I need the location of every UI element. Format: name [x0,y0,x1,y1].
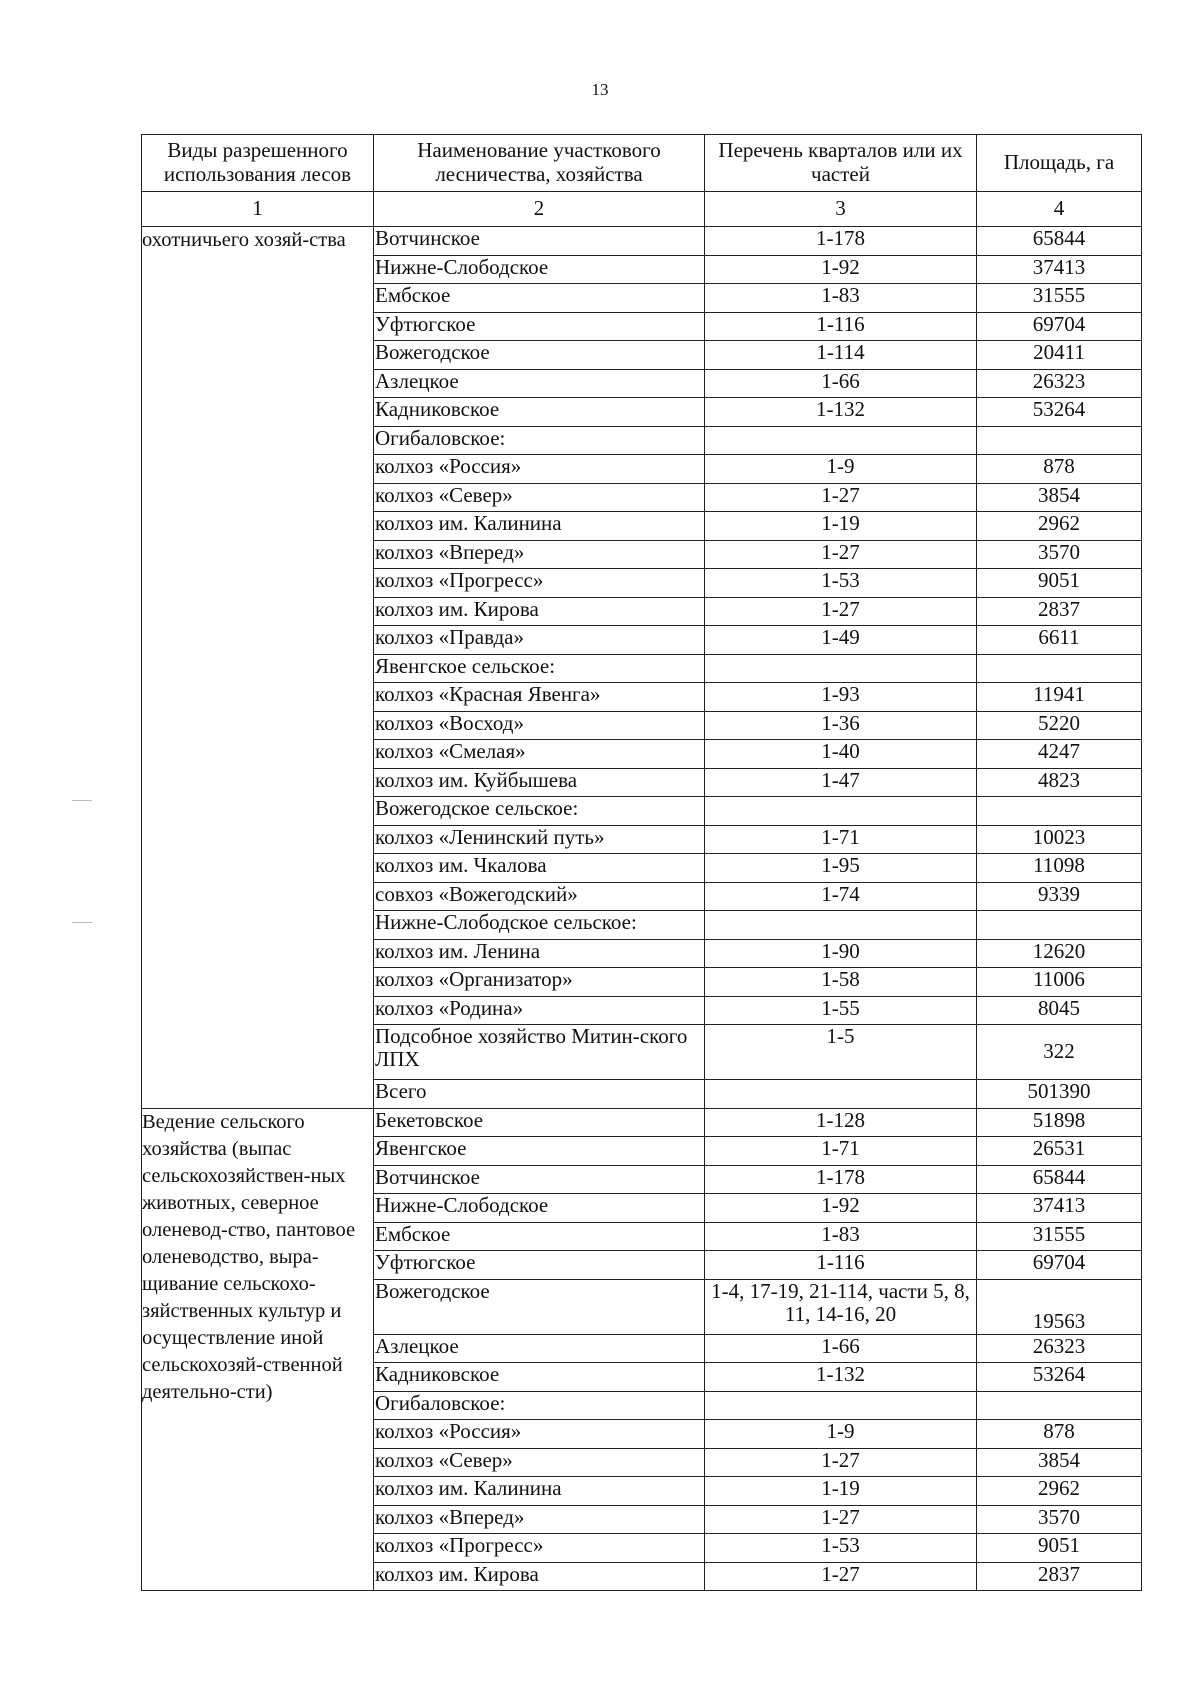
quarters-cell: 1-116 [705,312,977,341]
area-cell: 37413 [977,1194,1142,1223]
quarters-cell: 1-90 [705,939,977,968]
forestry-name-cell: колхоз «Вперед» [374,1505,705,1534]
area-cell: 9051 [977,569,1142,598]
area-cell: 11006 [977,968,1142,997]
quarters-cell [705,797,977,826]
quarters-cell [705,1080,977,1109]
quarters-cell: 1-27 [705,1562,977,1591]
forestry-name-cell: колхоз им. Кирова [374,1562,705,1591]
forestry-name-cell: Всего [374,1080,705,1109]
quarters-cell [705,911,977,940]
area-cell: 4823 [977,768,1142,797]
area-cell: 12620 [977,939,1142,968]
forestry-name-cell: Нижне-Слободское сельское: [374,911,705,940]
forestry-name-cell: колхоз «Север» [374,1448,705,1477]
area-cell: 878 [977,455,1142,484]
area-cell [977,911,1142,940]
area-cell: 11941 [977,683,1142,712]
quarters-cell: 1-178 [705,1165,977,1194]
quarters-cell [705,654,977,683]
area-cell: 69704 [977,312,1142,341]
area-cell: 322 [977,1025,1142,1080]
forestry-name-cell: Явенгское [374,1137,705,1166]
quarters-cell: 1-55 [705,996,977,1025]
quarters-cell: 1-27 [705,597,977,626]
area-cell: 20411 [977,341,1142,370]
forestry-name-cell: колхоз «Правда» [374,626,705,655]
forestry-name-cell: Явенгское сельское: [374,654,705,683]
use-type-cell: охотничьего хозяй-ства [142,227,374,1109]
area-cell: 2837 [977,1562,1142,1591]
quarters-cell: 1-4, 17-19, 21-114, части 5, 8, 11, 14-16, 20 [705,1279,977,1334]
quarters-cell: 1-5 [705,1025,977,1080]
area-cell: 2962 [977,512,1142,541]
area-cell: 26531 [977,1137,1142,1166]
forestry-name-cell: колхоз им. Кирова [374,597,705,626]
forestry-name-cell: Азлецкое [374,369,705,398]
quarters-cell: 1-9 [705,1420,977,1449]
forestry-name-cell: колхоз «Прогресс» [374,1534,705,1563]
quarters-cell: 1-53 [705,569,977,598]
forestry-name-cell: Огибаловское: [374,426,705,455]
forestry-name-cell: Ембское [374,284,705,313]
area-cell: 10023 [977,825,1142,854]
area-cell: 501390 [977,1080,1142,1109]
area-cell: 69704 [977,1251,1142,1280]
use-type-cell: Ведение сельского хозяйства (выпас сельскохозяйствен-ных животных, северное оленевод-ство, пантовое оленеводство, выра-щивание сельскохо-зяйственных культур и осуществление иной сельскохозяй-ственной деятельно-сти) [142,1108,374,1591]
forestry-name-cell: колхоз «Север» [374,483,705,512]
forestry-name-cell: Нижне-Слободское [374,255,705,284]
quarters-cell: 1-66 [705,369,977,398]
forestry-name-cell: Уфтюгское [374,1251,705,1280]
area-cell: 51898 [977,1108,1142,1137]
header-use-type: Виды разрешенного использования лесов [142,135,374,192]
quarters-cell: 1-92 [705,255,977,284]
forestry-name-cell: Огибаловское: [374,1391,705,1420]
area-cell [977,654,1142,683]
area-cell: 878 [977,1420,1142,1449]
area-cell: 19563 [977,1279,1142,1334]
forestry-name-cell: Кадниковское [374,1363,705,1392]
area-cell: 3570 [977,1505,1142,1534]
area-cell: 8045 [977,996,1142,1025]
forestry-name-cell: колхоз им. Куйбышева [374,768,705,797]
forest-use-table [141,134,1142,1591]
quarters-cell: 1-71 [705,825,977,854]
area-cell: 3854 [977,1448,1142,1477]
forestry-name-cell: колхоз «Россия» [374,1420,705,1449]
quarters-cell: 1-27 [705,1505,977,1534]
forestry-name-cell: колхоз «Красная Явенга» [374,683,705,712]
forestry-name-cell: Вожегодское [374,341,705,370]
header-area: Площадь, га [977,135,1142,192]
forestry-name-cell: колхоз «Восход» [374,711,705,740]
quarters-cell: 1-93 [705,683,977,712]
forestry-name-cell: Нижне-Слободское [374,1194,705,1223]
quarters-cell: 1-132 [705,398,977,427]
forestry-name-cell: Вожегодское [374,1279,705,1334]
area-cell: 6611 [977,626,1142,655]
quarters-cell: 1-49 [705,626,977,655]
area-cell: 53264 [977,1363,1142,1392]
quarters-cell: 1-58 [705,968,977,997]
forestry-name-cell: колхоз «Прогресс» [374,569,705,598]
quarters-cell: 1-19 [705,1477,977,1506]
column-number: 3 [705,192,977,227]
forestry-name-cell: колхоз им. Калинина [374,1477,705,1506]
area-cell: 3854 [977,483,1142,512]
quarters-cell: 1-36 [705,711,977,740]
forestry-name-cell: колхоз «Вперед» [374,540,705,569]
area-cell: 65844 [977,1165,1142,1194]
area-cell: 2837 [977,597,1142,626]
quarters-cell: 1-66 [705,1334,977,1363]
quarters-cell: 1-27 [705,540,977,569]
forestry-name-cell: Подсобное хозяйство Митин-ского ЛПХ [374,1025,705,1080]
area-cell [977,1391,1142,1420]
quarters-cell: 1-95 [705,854,977,883]
column-number: 1 [142,192,374,227]
column-number-row [142,192,1142,227]
quarters-cell: 1-83 [705,284,977,313]
area-cell: 3570 [977,540,1142,569]
quarters-cell: 1-92 [705,1194,977,1223]
quarters-cell: 1-27 [705,1448,977,1477]
forestry-name-cell: Азлецкое [374,1334,705,1363]
column-number: 4 [977,192,1142,227]
quarters-cell: 1-19 [705,512,977,541]
quarters-cell: 1-114 [705,341,977,370]
area-cell: 31555 [977,284,1142,313]
area-cell: 31555 [977,1222,1142,1251]
forestry-name-cell: Уфтюгское [374,312,705,341]
forestry-name-cell: колхоз им. Калинина [374,512,705,541]
forestry-name-cell: колхоз «Организатор» [374,968,705,997]
quarters-cell: 1-178 [705,227,977,256]
forestry-name-cell: колхоз «Россия» [374,455,705,484]
forestry-name-cell: Вотчинское [374,1165,705,1194]
column-number: 2 [374,192,705,227]
quarters-cell: 1-40 [705,740,977,769]
area-cell: 2962 [977,1477,1142,1506]
area-cell: 26323 [977,1334,1142,1363]
quarters-cell: 1-47 [705,768,977,797]
quarters-cell: 1-27 [705,483,977,512]
area-cell: 11098 [977,854,1142,883]
area-cell: 37413 [977,255,1142,284]
forestry-name-cell: совхоз «Вожегодский» [374,882,705,911]
forestry-name-cell: колхоз «Смелая» [374,740,705,769]
forestry-name-cell: Вотчинское [374,227,705,256]
area-cell [977,797,1142,826]
area-cell [977,426,1142,455]
forestry-name-cell: Ембское [374,1222,705,1251]
area-cell: 5220 [977,711,1142,740]
area-cell: 26323 [977,369,1142,398]
area-cell: 53264 [977,398,1142,427]
header-quarters: Перечень кварталов или их частей [705,135,977,192]
forestry-name-cell: колхоз им. Ленина [374,939,705,968]
area-cell: 65844 [977,227,1142,256]
forestry-name-cell: Кадниковское [374,398,705,427]
forestry-name-cell: колхоз «Родина» [374,996,705,1025]
forestry-name-cell: колхоз «Ленинский путь» [374,825,705,854]
table-row [142,227,1142,256]
scan-artifact-line [72,922,92,923]
quarters-cell: 1-83 [705,1222,977,1251]
area-cell: 4247 [977,740,1142,769]
quarters-cell: 1-128 [705,1108,977,1137]
quarters-cell: 1-9 [705,455,977,484]
quarters-cell: 1-53 [705,1534,977,1563]
table-row [142,1108,1142,1137]
area-cell: 9339 [977,882,1142,911]
forestry-name-cell: Вожегодское сельское: [374,797,705,826]
quarters-cell: 1-74 [705,882,977,911]
forestry-name-cell: Бекетовское [374,1108,705,1137]
quarters-cell: 1-71 [705,1137,977,1166]
quarters-cell [705,1391,977,1420]
scan-artifact-line [72,800,92,801]
header-forestry-name: Наименование участкового лесничества, хозяйства [374,135,705,192]
page-number: 13 [591,80,609,99]
quarters-cell [705,426,977,455]
quarters-cell: 1-116 [705,1251,977,1280]
quarters-cell: 1-132 [705,1363,977,1392]
area-cell: 9051 [977,1534,1142,1563]
table-header-row [142,135,1142,192]
forestry-name-cell: колхоз им. Чкалова [374,854,705,883]
